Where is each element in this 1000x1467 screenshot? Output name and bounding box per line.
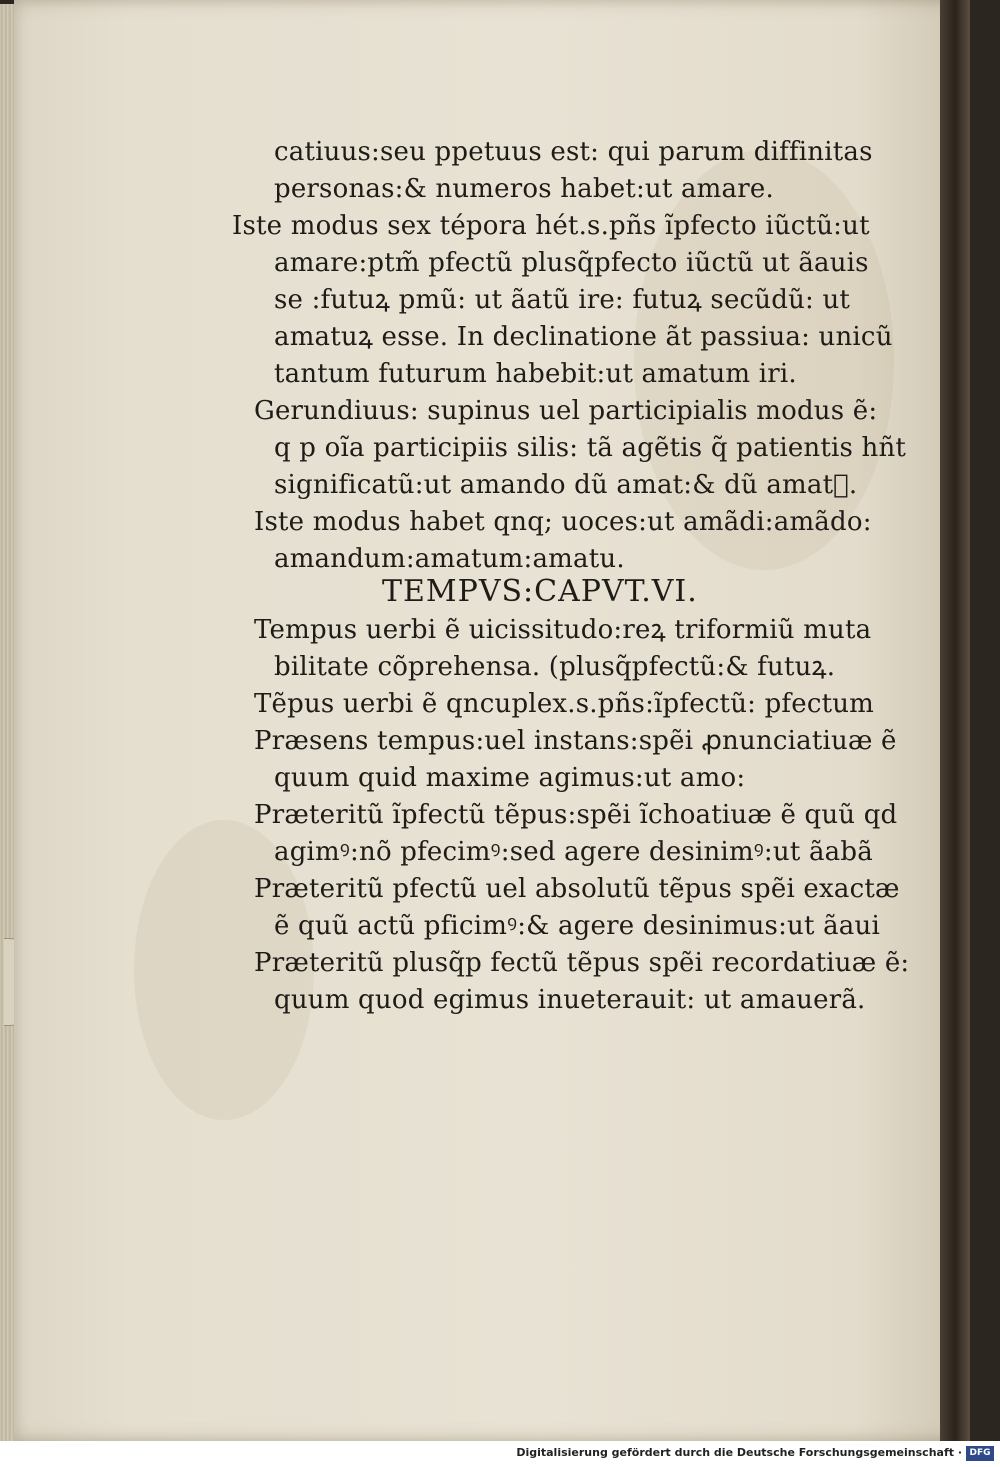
text-line: tantum futurum habebit:ut amatum iri. — [274, 359, 797, 389]
text-line: q p oĩa participiis silis: tã agẽtis q̃ patientis hñt — [274, 433, 907, 463]
text-line: agimꝰ:nõ pfecimꝰ:sed agere desinimꝰ:ut ãabã — [274, 837, 873, 867]
text-line: amatuꝝ esse. In declinatione ãt passiua: unicũ — [274, 322, 893, 352]
text-line: catiuus:seu ppetuus est: qui parum diffinitas — [274, 137, 873, 167]
text-line: Gerundiuus: supinus uel participialis modus ẽ: — [254, 396, 878, 426]
text-line: significatũ:ut amando dũ amat:& dũ amat᷑. — [274, 470, 858, 500]
text-line: bilitate cõprehensa. (plusq̃pfectũ:& futuꝝ. — [274, 652, 836, 682]
text-line: ẽ quũ actũ pficimꝰ:& agere desinimus:ut ãaui — [274, 911, 880, 941]
text-line: quum quid maxime agimus:ut amo: — [274, 763, 746, 793]
book-page — [14, 0, 970, 1441]
text-line: Iste modus sex tépora hét.s.pñs ĩpfecto iũctũ:ut — [232, 211, 870, 241]
text-line: se :futuꝝ pmũ: ut ãatũ ire: futuꝝ secũdũ: ut — [274, 285, 851, 315]
text-line: Præteritũ pfectũ uel absolutũ tẽpus spẽi exactæ — [254, 874, 900, 904]
dfg-logo: DFG — [966, 1446, 994, 1461]
book-spine — [940, 0, 970, 1441]
text-line: amandum:amatum:amatu. — [274, 544, 625, 574]
text-line: Tempus uerbi ẽ uicissitudo:reꝝ triformiũ muta — [254, 615, 872, 645]
text-line: quum quod egimus inueterauit: ut amauerã. — [274, 985, 866, 1015]
text-line: personas:& numeros habet:ut amare. — [274, 174, 774, 204]
text-line: Iste modus habet qnq; uoces:ut amãdi:amãdo: — [254, 507, 872, 537]
text-line: Tẽpus uerbi ẽ qncuplex.s.pñs:ĩpfectũ: pfectum — [254, 689, 875, 719]
funding-credit: Digitalisierung gefördert durch die Deutsche Forschungsgemeinschaft · — [516, 1446, 962, 1459]
chapter-heading: TEMPVS:CAPVT.VI. — [382, 574, 698, 609]
digitization-footer — [0, 1441, 1000, 1467]
text-line: amare:ptm̃ pfectũ plusq̃pfecto iũctũ ut ãauis — [274, 248, 869, 278]
text-line: Præteritũ ĩpfectũ tẽpus:spẽi ĩchoatiuæ ẽ quũ qd — [254, 800, 898, 830]
text-line: Præsens tempus:uel instans:spẽi ꝓnunciatiuæ ẽ — [254, 726, 897, 756]
text-line: Præteritũ plusq̃p fectũ tẽpus spẽi recordatiuæ ẽ: — [254, 948, 910, 978]
